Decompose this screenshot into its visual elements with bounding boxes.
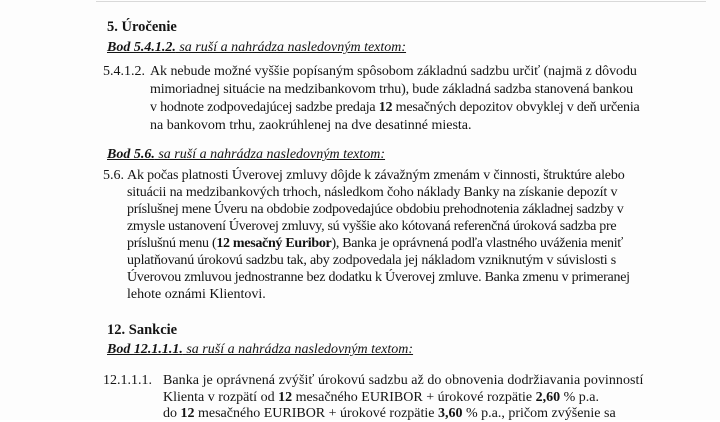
paragraph-5-6-line-3: príslušnej mene Úveru na obdobie zodpovedajúce obdobiu prehodnotenia základnej sadzby v [127,202,624,217]
paragraph-5-6-line-2: situácii na medzibankových trhoch, následkom čoho náklady Banky na získanie depozít v [127,185,618,200]
paragraph-5-6-line-5 [127,236,623,252]
bod-5-4-1-2-rest: sa ruší a nahrádza nasledovným textom: [175,40,407,55]
paragraph-5-6-line-7: Úverovou zmluvou jednostranne bez dodatku k Úverovej zmluve. Banka zmenu v primeranej [127,270,630,285]
paragraph-12-1-1-1-number: 12.1.1.1. [103,373,152,388]
paragraph-5-4-1-2-number: 5.4.1.2. [103,64,145,79]
bod-5-4-1-2-ref: Bod 5.4.1.2. [107,40,176,55]
bod-12-1-1-1-ref: Bod 12.1.1.1. [107,342,183,357]
bold-fragment: 12 [378,100,393,115]
paragraph-12-1-1-1-line-1: Banka je oprávnená zvýšiť úrokovú sadzbu až do obnovenia dodržiavania povinností [163,373,644,388]
paragraph-12-1-1-1-line-2 [163,390,599,406]
paragraph-5-6-line-1: Ak počas platnosti Úverovej zmluvy dôjde k závažným zmenám v činnosti, štruktúre alebo [127,168,625,183]
bold-fragment: 3,60 [438,406,463,421]
bold-fragment: 12 [180,406,195,421]
paragraph-5-6-line-4: zmysle ustanovení Úverovej zmluvy, sú vyššie ako kótovaná referenčná úroková sadzba pre [127,219,617,234]
section-12-heading: 12. Sankcie [107,322,178,338]
paragraph-5-6-number: 5.6. [103,168,124,183]
paragraph-5-4-1-2-line-4: na bankovom trhu, zaokrúhlenej na dve desatinné miesta. [150,118,472,133]
paragraph-5-4-1-2-line-1: Ak nebude možné vyššie popísaným spôsobom základnú sadzbu určiť (najmä z dôvodu [150,64,637,79]
bod-5-6-ref: Bod 5.6. [107,147,155,162]
bod-12-1-1-1-line [107,342,413,358]
bold-fragment: 12 [278,390,293,405]
paragraph-5-4-1-2-line-2: mimoriadnej situácie na medzibankovom trhu), bude základná sadzba stanovená bankou [150,82,633,97]
bold-fragment: 12 mesačný Euribor [216,236,332,251]
bold-fragment: 2,60 [535,390,561,405]
bod-12-1-1-1-rest: sa ruší a nahrádza nasledovným textom: [182,342,414,357]
bod-5-6-rest: sa ruší a nahrádza nasledovným textom: [154,147,386,162]
p2-line-5-text: príslušnú menu (12 mesačný Euribor), Banka je oprávnená podľa vlastného uváženia meniť [127,236,623,251]
paragraph-5-6-line-8: lehote oznámi Klientovi. [127,287,266,302]
p3-line-3-text: do 12 mesačného EURIBOR + úrokové rozpätie 3,60 % p.a., pričom zvýšenie sa [163,406,616,421]
paragraph-5-6-line-6: uplatňovanú úrokovú sadzbu tak, aby zodpovedala jej nákladom vzniknutým v súvislosti s [127,253,617,268]
p1-line-3-text: v hodnote zodpovedajúcej sadzbe predaja 12 mesačných depozitov obvyklej v deň určenia [150,100,640,115]
p3-line-2-text: Klienta v rozpätí od 12 mesačného EURIBOR + úrokové rozpätie 2,60 % p.a. [163,390,599,405]
top-faint-rule [96,1,706,2]
section-5-heading: 5. Úročenie [107,19,177,35]
paragraph-5-4-1-2-line-3 [150,100,640,116]
bod-5-4-1-2-line [107,40,406,56]
bod-5-6-line [107,147,385,163]
